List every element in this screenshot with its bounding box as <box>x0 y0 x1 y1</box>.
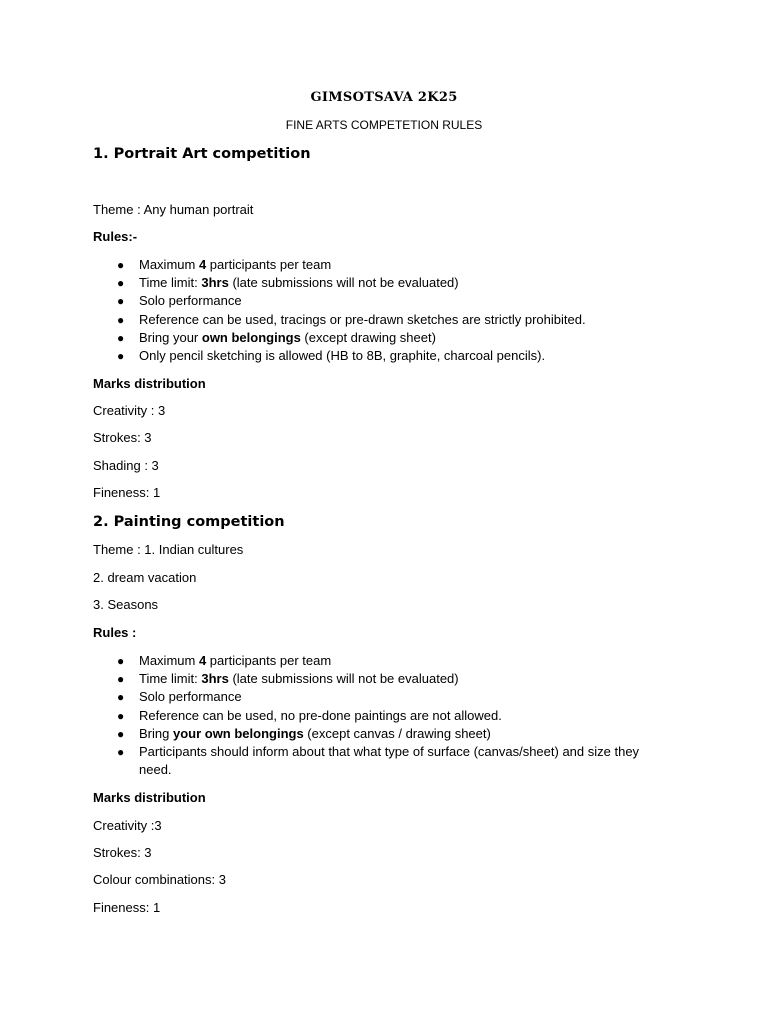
section2-mark-item: Creativity :3 <box>93 818 162 833</box>
document-subtitle: FINE ARTS COMPETETION RULES <box>285 118 483 132</box>
rule-item: ● Solo performance <box>117 292 677 310</box>
rule-item: ● Time limit: 3hrs (late submissions will not be evaluated) <box>117 274 677 292</box>
section2-rules-label: Rules : <box>93 625 137 640</box>
section2-heading: 2. Painting competition <box>93 514 285 530</box>
rule-item: ● Reference can be used, no pre-done paintings are not allowed. <box>117 707 677 725</box>
bullet-icon: ● <box>117 708 125 723</box>
bullet-icon: ● <box>117 349 125 364</box>
section1-rules-label: Rules:- <box>93 229 138 244</box>
bullet-icon: ● <box>117 690 125 705</box>
section2-marks-label: Marks distribution <box>93 790 206 805</box>
section1-mark-item: Creativity : 3 <box>93 403 166 418</box>
section2-mark-item: Colour combinations: 3 <box>93 872 226 887</box>
bullet-icon: ● <box>117 726 125 741</box>
rule-item: ● Time limit: 3hrs (late submissions will not be evaluated) <box>117 670 677 688</box>
section1-marks-label: Marks distribution <box>93 376 206 391</box>
bullet-icon: ● <box>117 312 125 327</box>
section1-rules-list <box>117 256 677 365</box>
bullet-icon: ● <box>117 330 125 345</box>
section2-mark-item: Fineness: 1 <box>93 900 161 915</box>
rule-item-continuation: need. <box>139 762 172 778</box>
rule-item: ● Reference can be used, tracings or pre-drawn sketches are strictly prohibited. <box>117 311 677 329</box>
document-title: GIMSOTSAVA 2K25 <box>310 90 458 105</box>
section2-mark-item: Strokes: 3 <box>93 845 152 860</box>
section1-mark-item: Shading : 3 <box>93 458 159 473</box>
bullet-icon: ● <box>117 276 125 291</box>
bullet-icon: ● <box>117 294 125 309</box>
rule-item: ● Maximum 4 participants per team <box>117 652 677 670</box>
bullet-icon: ● <box>117 258 125 272</box>
section2-theme-line: Theme : 1. Indian cultures <box>93 542 244 557</box>
rule-item: ● Bring your own belongings (except canvas / drawing sheet) <box>117 725 677 743</box>
section2-theme-line: 2. dream vacation <box>93 570 197 585</box>
rule-item: ● Bring your own belongings (except drawing sheet) <box>117 329 677 347</box>
rule-item: ● Solo performance <box>117 688 677 706</box>
rule-item: ● Only pencil sketching is allowed (HB to 8B, graphite, charcoal pencils). <box>117 347 677 365</box>
bullet-icon: ● <box>117 672 125 687</box>
section1-heading: 1. Portrait Art competition <box>93 146 311 162</box>
bullet-icon: ● <box>117 745 125 760</box>
section1-mark-item: Fineness: 1 <box>93 485 161 500</box>
section1-theme: Theme : Any human portrait <box>93 202 254 217</box>
rule-item: ● Maximum 4 participants per team <box>117 256 677 274</box>
section1-mark-item: Strokes: 3 <box>93 430 152 445</box>
section2-rules-list <box>117 652 677 779</box>
section2-theme-line: 3. Seasons <box>93 597 159 612</box>
bullet-icon: ● <box>117 654 125 668</box>
rule-item: ● Participants should inform about that what type of surface (canvas/sheet) and size they <box>117 743 677 761</box>
